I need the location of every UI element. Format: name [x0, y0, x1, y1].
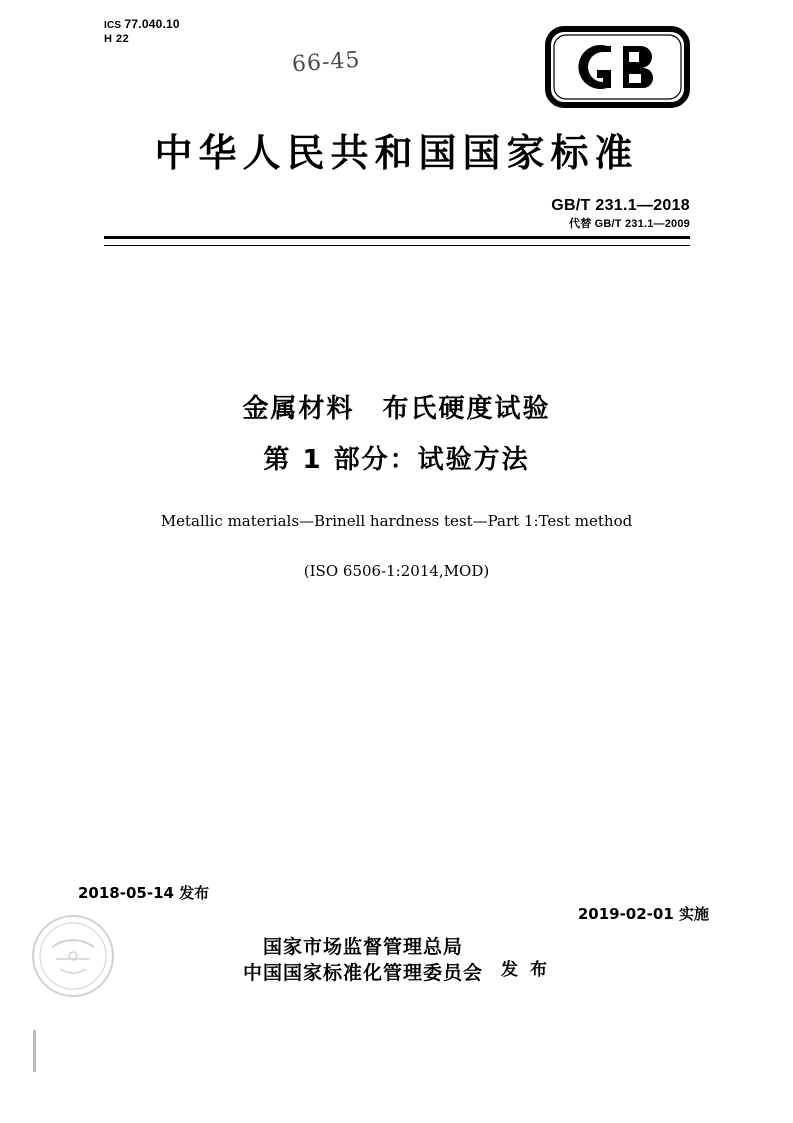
release-date: 2018-05-14 发布	[78, 884, 210, 902]
title-iso-equivalence: (ISO 6506-1:2014,MOD)	[303, 562, 490, 580]
title-english: Metallic materials—Brinell hardness test—Part 1:Test method	[160, 512, 633, 530]
publisher-verb: 发 布	[501, 960, 550, 981]
publisher-line-1: 国家市场监督管理总局	[263, 936, 464, 958]
standard-number-block	[551, 196, 690, 232]
classification-code: H 22	[104, 32, 130, 45]
divider-thin	[104, 245, 690, 246]
national-standard-title: 中华人民共和国国家标准	[154, 131, 639, 175]
scan-edge-artifact	[33, 1030, 36, 1072]
publisher-names	[243, 935, 483, 986]
pencil-annotation: 66-45	[291, 47, 362, 78]
title-chinese-line1: 金属材料 布氏硬度试验	[242, 394, 551, 424]
document-title-block	[0, 388, 793, 580]
publisher-line-2: 中国国家标准化管理委员会	[243, 961, 484, 984]
divider-thick	[104, 236, 690, 239]
gb-logo-icon	[545, 26, 690, 108]
standard-number: GB/T 231.1—2018	[551, 197, 690, 214]
publisher-block	[0, 935, 793, 986]
ics-value: 77.040.10	[124, 17, 180, 31]
standard-replaces: 代替 GB/T 231.1—2009	[569, 218, 690, 230]
title-chinese-line2: 第 1 部分：试验方法	[263, 445, 530, 475]
ics-line	[104, 18, 180, 32]
ics-label: ICS	[104, 20, 122, 31]
library-stamp-icon	[30, 913, 116, 999]
effective-date: 2019-02-01 实施	[577, 905, 709, 923]
ics-block	[104, 18, 180, 45]
